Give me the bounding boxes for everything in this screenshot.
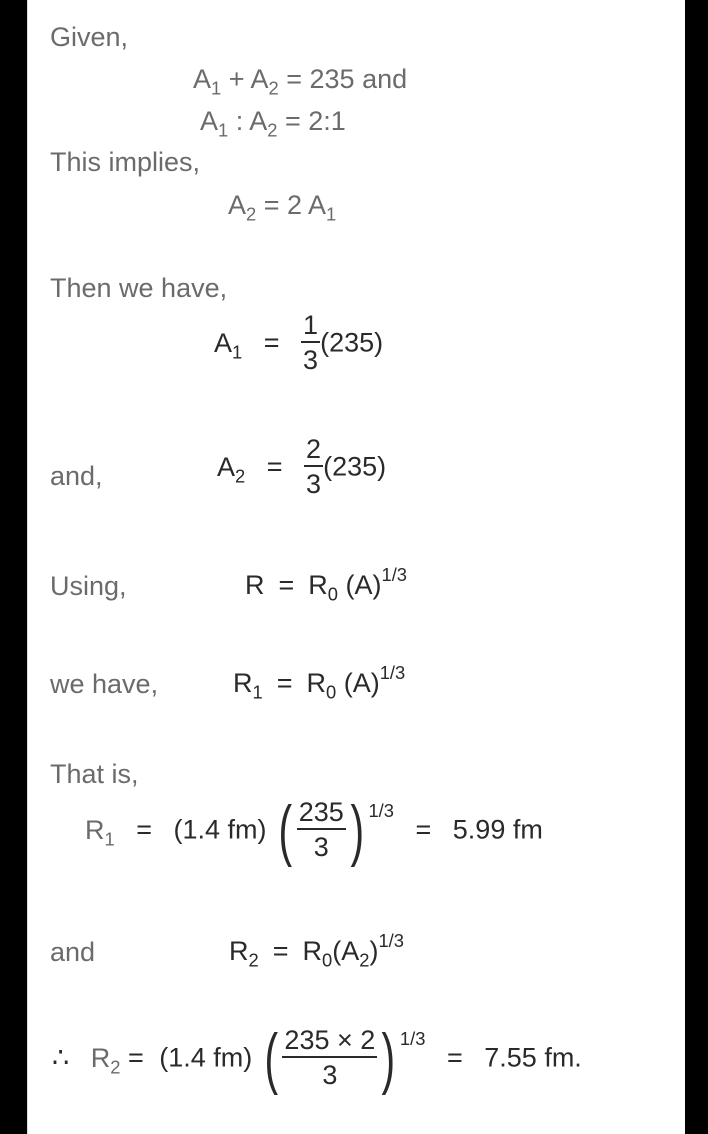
label-then-we-have: Then we have,	[50, 273, 228, 303]
label-given: Given,	[50, 22, 129, 52]
left-paren: (	[278, 792, 293, 868]
label-this-implies: This implies,	[50, 147, 201, 177]
label-we-have: we have,	[50, 669, 159, 699]
equation-r1-formula: $R_1 = R_0$ $(A)^{1/3}$	[233, 662, 406, 703]
right-paren: )	[350, 792, 364, 868]
equation-ratio: $A_1$ : $A_2$ = 2:1	[200, 106, 346, 141]
equation-a1: $A_1$ = $\frac{1}{3}$ (235)	[214, 310, 384, 375]
fraction-235x2-over-3: $\frac{235 \times 2}{3}$	[284, 1025, 376, 1090]
right-paren-2: )	[381, 1020, 396, 1096]
equation-r2-formula: $R_2 = R_0(A_2)^{1/3}$	[229, 930, 404, 971]
equation-implies: $A_2 = 2$ $A_1$	[228, 190, 337, 225]
equation-sum: $A_1 + A_2 = 235$ and	[193, 64, 408, 99]
left-paren-2: (	[264, 1020, 278, 1096]
fraction-235-over-3: $\frac{235}{3}$	[298, 797, 344, 862]
equation-radius-formula: $R = R_0$ $(A)^{1/3}$	[245, 564, 408, 605]
therefore-symbol: ∴	[52, 1042, 70, 1073]
label-that-is: That is,	[50, 759, 139, 789]
equation-r2-value: ∴ $R_2 = (1.4$ fm) ( $\frac{235 \times 2}{3}$ ) $^{1/3}$ = 7.55 fm.	[52, 1020, 582, 1096]
fraction-one-third: $\frac{1}{3}$	[303, 310, 319, 375]
label-using: Using,	[50, 571, 127, 601]
solution-page	[27, 0, 685, 1134]
fraction-two-thirds: $\frac{2}{3}$	[306, 434, 322, 499]
equation-a2: $A_2$ = $\frac{2}{3}$ (235)	[217, 434, 387, 499]
label-and-2: and	[50, 937, 96, 967]
label-and: and,	[50, 461, 103, 491]
equation-r1-value: $R_1 = (1.4$ fm) ( $\frac{235}{3}$ ) $^{1/3}$ = 5.99 fm	[85, 792, 543, 868]
